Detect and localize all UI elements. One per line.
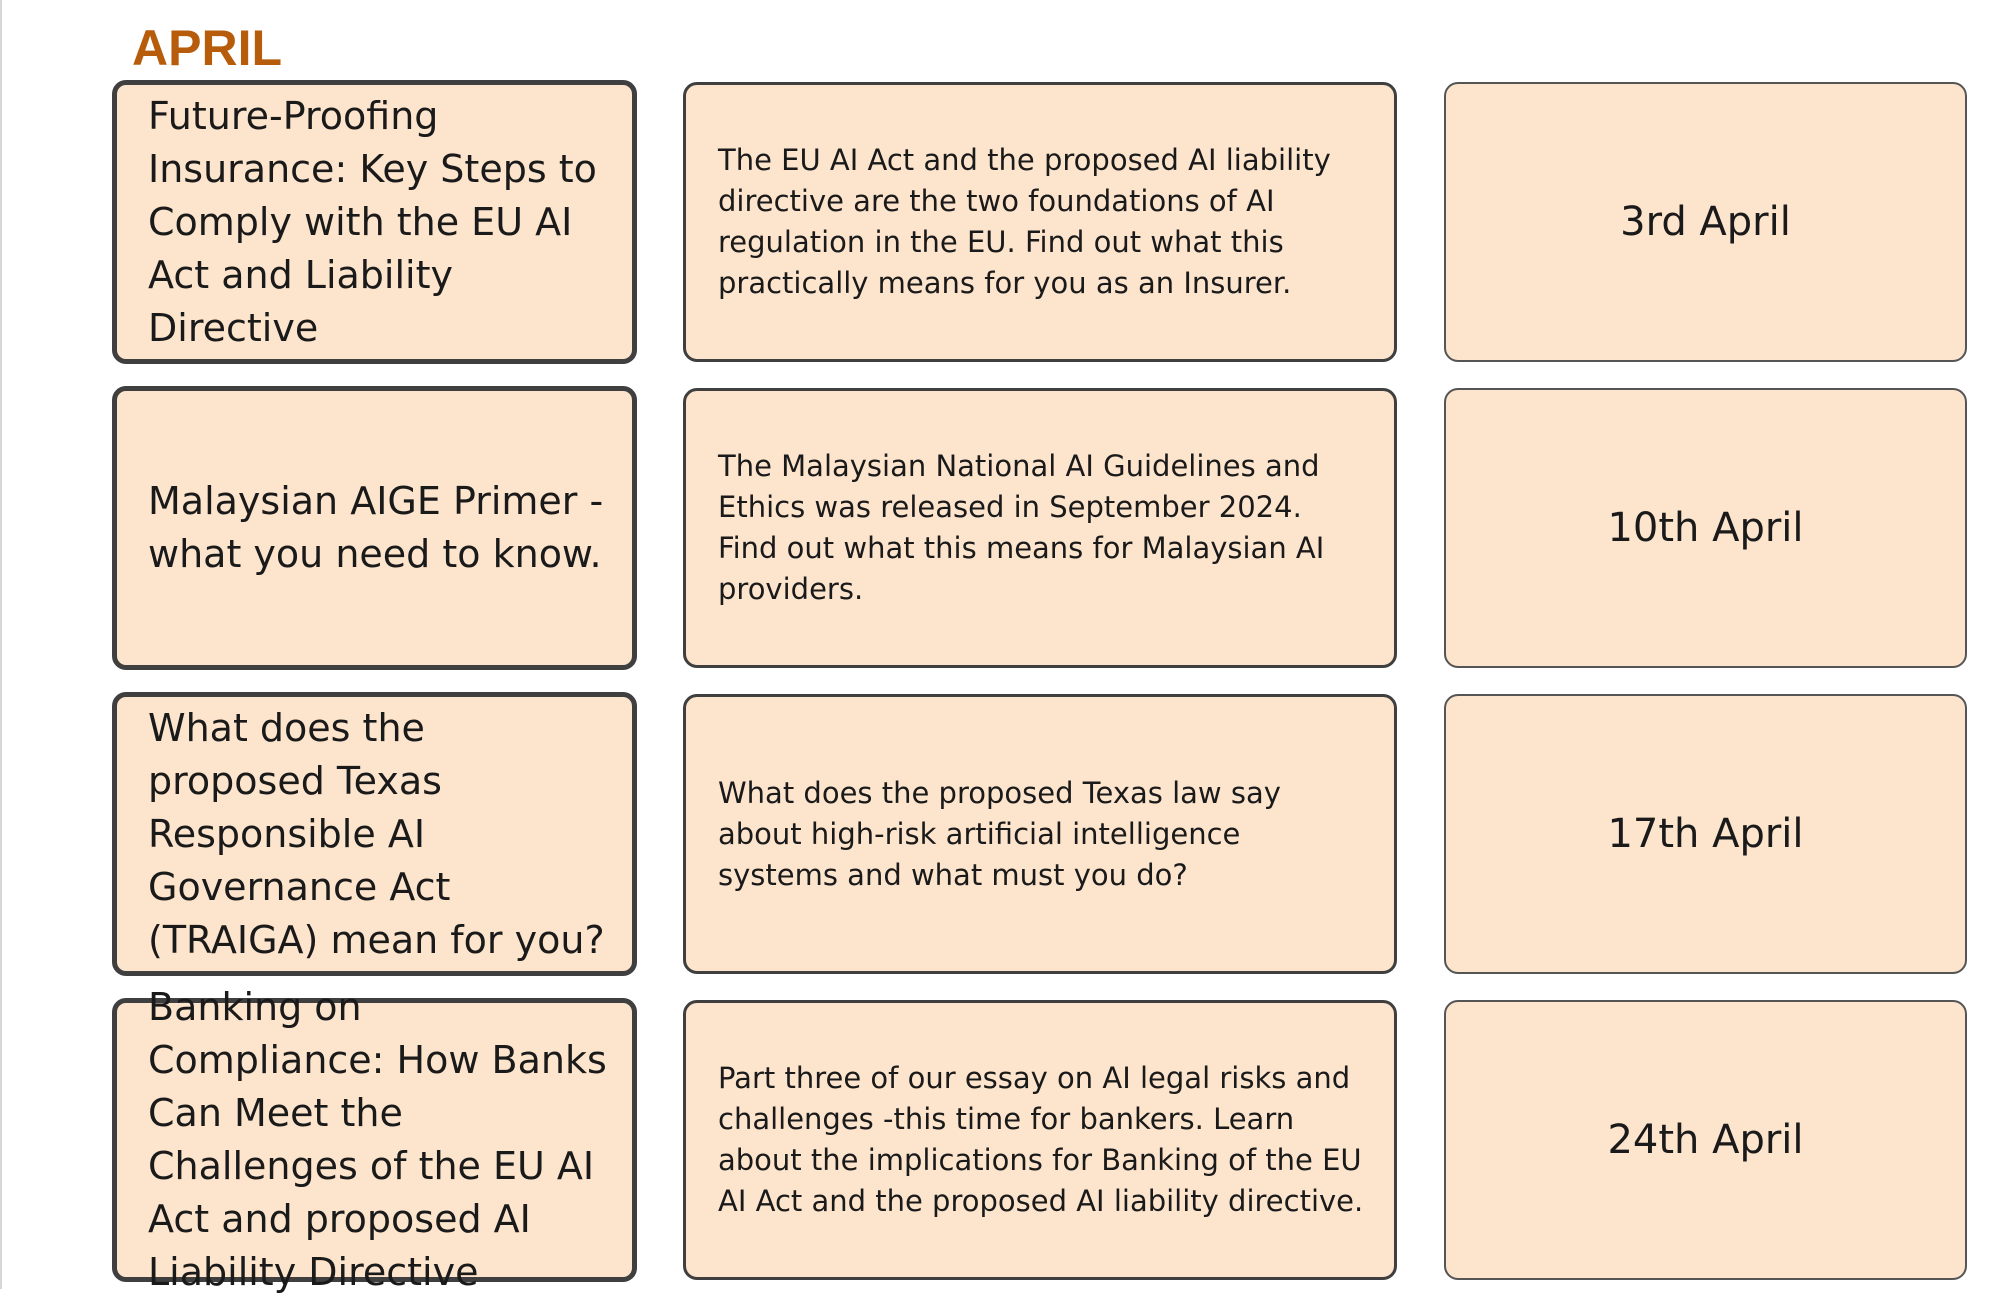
event-title-card xyxy=(112,386,637,670)
event-description: The Malaysian National AI Guidelines and Ethics was released in September 2024. Find out what this means for Malaysian AI providers. xyxy=(718,449,1325,606)
event-date: 10th April xyxy=(1607,505,1804,551)
event-date-card xyxy=(1444,82,1967,362)
event-title: Malaysian AIGE Primer - what you need to know. xyxy=(148,479,604,576)
event-title: Future-Proofing Insurance: Key Steps to Comply with the EU AI Act and Liability Directive xyxy=(148,93,597,350)
event-title: What does the proposed Texas Responsible AI Governance Act (TRAIGA) mean for you? xyxy=(148,705,605,962)
event-date-card xyxy=(1444,388,1967,668)
event-date-card xyxy=(1444,694,1967,974)
event-date: 17th April xyxy=(1607,811,1804,857)
event-title-card xyxy=(112,80,637,364)
event-date-card xyxy=(1444,1000,1967,1280)
event-description-card xyxy=(683,388,1397,668)
event-description: The EU AI Act and the proposed AI liability directive are the two foundations of AI regulation in the EU. Find out what this practically means for you as an Insurer. xyxy=(718,143,1331,300)
event-title: Banking on Compliance: How Banks Can Meet the Challenges of the EU AI Act and proposed AI Liability Directive xyxy=(148,985,607,1294)
event-description-card xyxy=(683,1000,1397,1280)
event-description: What does the proposed Texas law say about high-risk artificial intelligence systems and what must you do? xyxy=(718,775,1281,892)
event-date: 3rd April xyxy=(1620,199,1791,245)
event-date: 24th April xyxy=(1607,1117,1804,1163)
page-left-border xyxy=(0,0,2,1289)
event-description: Part three of our essay on AI legal risks and challenges -this time for bankers. Learn about the implications for Banking of the EU AI Act and the proposed AI liability directive. xyxy=(718,1061,1364,1218)
event-title-card xyxy=(112,985,637,1294)
event-description-card xyxy=(683,694,1397,974)
event-title-card xyxy=(112,692,637,976)
event-description-card xyxy=(683,82,1397,362)
month-heading: APRIL xyxy=(132,20,282,76)
